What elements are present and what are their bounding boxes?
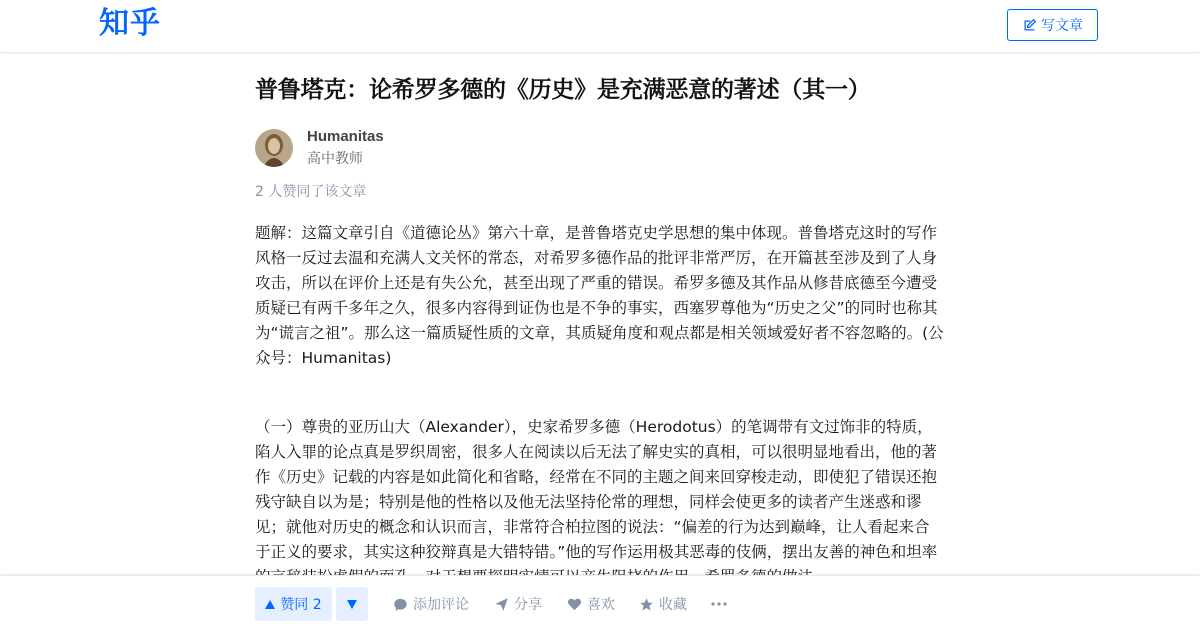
vote-up-button[interactable] bbox=[255, 587, 332, 621]
like-label: 喜欢 bbox=[587, 597, 615, 613]
avatar-image bbox=[255, 129, 293, 167]
author-info bbox=[255, 129, 655, 169]
like-button[interactable] bbox=[567, 587, 615, 621]
top-bar bbox=[0, 0, 1200, 53]
share-label: 分享 bbox=[514, 597, 542, 613]
share-icon bbox=[494, 597, 509, 612]
article-paragraph: 题解：这篇文章引自《道德论丛》第六十章，是普鲁塔克史学思想的集中体现。普鲁塔克这时的写作风格一反过去温和充满人文关怀的常态，对希罗多德作品的批评非常严厉，在开篇甚至涉及到了人身攻击，所以在评价上还是有失公允，甚至出现了严重的错误。希罗多德及其作品从修昔底德至今遭受质疑已有两千多年之久，很多内容得到证伪也是不争的事实，西塞罗尊他为“历史之父”的同时也称其为“谎言之祖”。那么这一篇质疑性质的文章，其质疑角度和观点都是相关领域爱好者不容忽略的。(公众号：Humanitas) bbox=[255, 224, 944, 367]
star-icon bbox=[639, 597, 654, 612]
author-avatar[interactable] bbox=[255, 129, 293, 167]
comment-label: 添加评论 bbox=[413, 597, 469, 613]
vote-down-button[interactable] bbox=[336, 587, 368, 621]
heart-icon bbox=[567, 597, 582, 612]
write-article-button[interactable] bbox=[1007, 9, 1098, 41]
voters-count[interactable]: 2 人赞同了该文章 bbox=[255, 184, 367, 200]
article-title: 普鲁塔克：论希罗多德的《历史》是充满恶意的著述（其一） bbox=[255, 77, 871, 103]
triangle-down-icon bbox=[347, 600, 357, 609]
author-bio: 高中教师 bbox=[307, 151, 363, 167]
article-content bbox=[255, 70, 945, 561]
comment-button[interactable] bbox=[393, 587, 469, 621]
comment-icon bbox=[393, 597, 408, 612]
article-paragraph: （一）尊贵的亚历山大（Alexander），史家希罗多德（Herodotus）的笔调带有文过饰非的特质，陷人入罪的论点真是罗织周密，很多人在阅读以后无法了解史实的真相，可以很明显地看出，他的著作《历史》记载的内容是如此简化和省略，经常在不同的主题之间来回穿梭走动，即使犯了错误还抱残守缺自以为是；特别是他的性格以及他无法坚持伦常的理想，同样会使更多的读者产生迷惑和谬见；就他对历史的概念和认识而言，非常符合柏拉图的说法：“偏差的行为达到巅峰，让人看起来合于正义的要求，其实这种狡辩真是大错特错。”他的写作运用极其恶毒的伎俩，摆出友善的神色和坦率 bbox=[255, 418, 938, 561]
write-article-label: 写文章 bbox=[1041, 18, 1083, 34]
share-button[interactable] bbox=[494, 587, 542, 621]
vote-up-label: 赞同 2 bbox=[280, 597, 322, 613]
zhihu-logo[interactable]: 知乎 bbox=[99, 6, 161, 41]
edit-icon bbox=[1022, 18, 1037, 33]
triangle-up-icon bbox=[265, 600, 275, 609]
favorite-button[interactable] bbox=[639, 587, 687, 621]
action-bar bbox=[0, 575, 1200, 631]
author-name[interactable]: Humanitas bbox=[307, 128, 384, 145]
more-icon bbox=[711, 602, 727, 606]
favorite-label: 收藏 bbox=[659, 597, 687, 613]
more-button[interactable] bbox=[711, 587, 727, 621]
